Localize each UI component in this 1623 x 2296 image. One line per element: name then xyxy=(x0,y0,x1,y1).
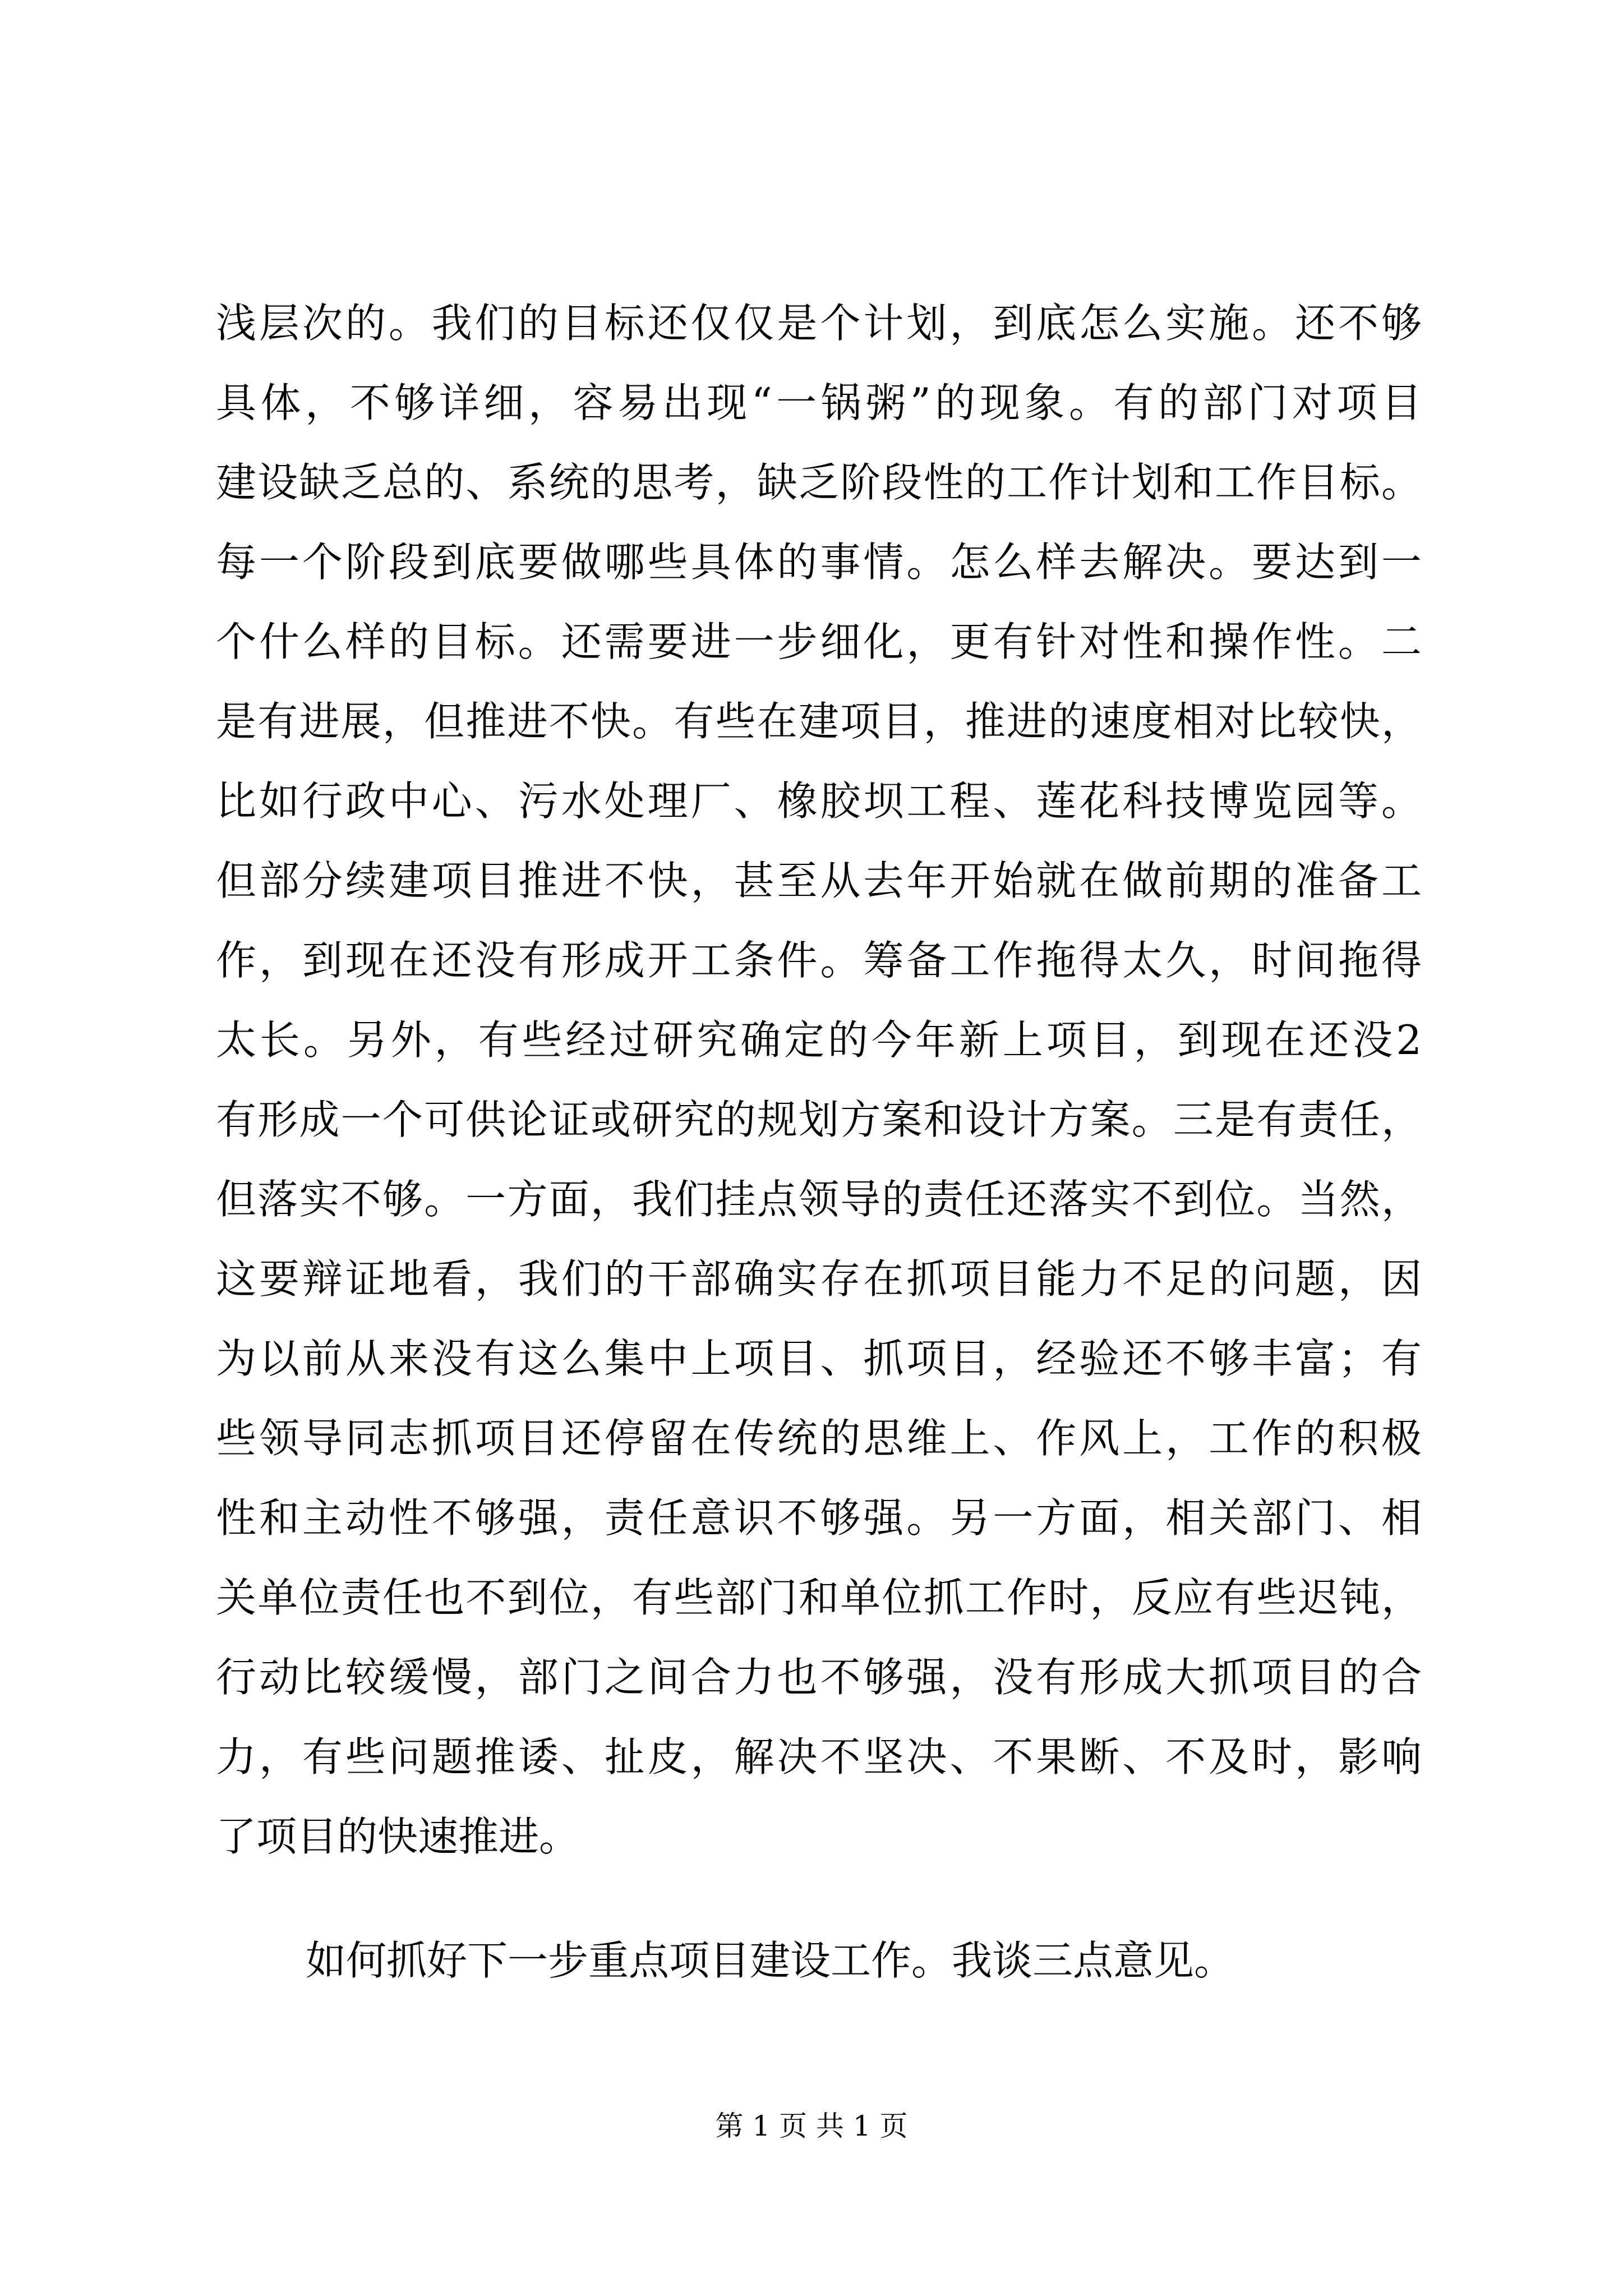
text-line: 个什么样的目标。还需要进一步细化，更有针对性和操作性。二 xyxy=(216,618,1422,665)
paragraph-1 xyxy=(216,283,1422,1876)
text-line: 有形成一个可供论证或研究的规划方案和设计方案。三是有责任， xyxy=(216,1096,1422,1143)
text-line: 关单位责任也不到位，有些部门和单位抓工作时，反应有些迟钝， xyxy=(216,1574,1422,1621)
text-line: 力，有些问题推诿、扯皮，解决不坚决、不果断、不及时，影响 xyxy=(216,1733,1422,1780)
text-line: 些领导同志抓项目还停留在传统的思维上、作风上，工作的积极 xyxy=(216,1415,1422,1462)
text-line: 具体，不够详细，容易出现“一锅粥”的现象。有的部门对项目 xyxy=(216,379,1422,426)
text-line: 性和主动性不够强，责任意识不够强。另一方面，相关部门、相 xyxy=(216,1494,1422,1542)
text-line: 作，到现在还没有形成开工条件。筹备工作拖得太久，时间拖得 xyxy=(216,937,1422,984)
paragraph-2: 如何抓好下一步重点项目建设工作。我谈三点意见。 xyxy=(306,1937,1235,1984)
page-footer: 第 1 页 共 1 页 xyxy=(715,2110,908,2142)
text-line: 太长。另外，有些经过研究确定的今年新上项目，到现在还没2 xyxy=(216,1016,1422,1064)
text-line: 浅层次的。我们的目标还仅仅是个计划，到底怎么实施。还不够 xyxy=(216,300,1422,347)
text-line: 但落实不够。一方面，我们挂点领导的责任还落实不到位。当然， xyxy=(216,1176,1422,1223)
text-line: 建设缺乏总的、系统的思考，缺乏阶段性的工作计划和工作目标。 xyxy=(216,459,1422,506)
text-line: 比如行政中心、污水处理厂、橡胶坝工程、莲花科技博览园等。 xyxy=(216,777,1422,825)
text-line: 每一个阶段到底要做哪些具体的事情。怎么样去解决。要达到一 xyxy=(216,539,1422,586)
text-line: 了项目的快速推进。 xyxy=(216,1813,580,1860)
text-line: 但部分续建项目推进不快，甚至从去年开始就在做前期的准备工 xyxy=(216,857,1422,904)
text-line: 这要辩证地看，我们的干部确实存在抓项目能力不足的问题，因 xyxy=(216,1255,1422,1303)
text-line: 是有进展，但推进不快。有些在建项目，推进的速度相对比较快， xyxy=(216,698,1422,745)
text-line: 为以前从来没有这么集中上项目、抓项目，经验还不够丰富；有 xyxy=(216,1335,1422,1382)
text-line: 行动比较缓慢，部门之间合力也不够强，没有形成大抓项目的合 xyxy=(216,1654,1422,1701)
